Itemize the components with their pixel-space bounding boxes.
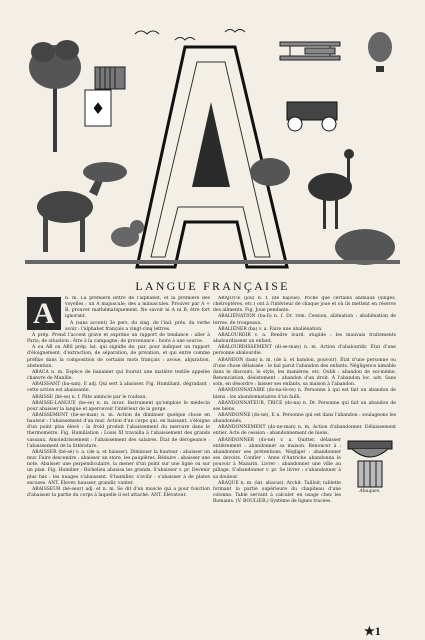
section-heading: LANGUE FRANÇAISE — [135, 279, 290, 293]
entry: ABALOURDISSEMENT (di-se-man) n. m. Action d'abalourdir. État d'une personne abalourdie. — [213, 345, 396, 357]
entry: ABAISSANT (ba-san), E adj. Qui sert à abaisser. Fig. Humiliant, dégradant : cette action est abaissante. — [27, 382, 210, 394]
entry: A (sans accent) 3e pers. du sing. de l'ind. prés. du verbe avoir : l'alphabet français a vingt-cinq lettres. — [65, 320, 210, 332]
abaque-illustration — [344, 439, 396, 497]
entry: ABAISSEMENT (bè-se-man) n. m. Action de diminuer quelque chose en hauteur : l'abaissement d'un mur. Action d'un corps qui, en baissant, s'éloigne d'un point plus élevé : la froid produit l'abaissement du mercure dans le thermomètre. Fig. Humiliation : Louis XI travailla à l'abaissement des grands vassaux. Amoindrissement : l'abaissement des salaires. État de dérogeance : l'abaissement de la littérature. — [27, 412, 210, 449]
entry-a: A n. m. La première lettre de l'alphabet, et la première des voyelles : un A majuscule; des a minuscules. Prouver par A + B, prouver mathématiquement. Ne savoir ni A ni B, être fort ignorant. — [27, 296, 210, 321]
dropcap-letter: A — [27, 297, 61, 330]
entry: ABACA n. m. Espèce de bananier qui fournit une matière textile appelée chanvre de Manille. — [27, 369, 210, 382]
entry: ABANDONNER (do-né) v. a. Quitter, délaisser entièrement : abandonner sa maison. Renoncer à : abandonner ses prétentions. Négliger : abandonner ses devoirs. Confier : Anne d'Autriche abandonna le pouvoir à Mazarin. Livrer : abandonner une ville au pillage. S'abandonner v. pr. Se livrer : s'abandonner à sa douleur. — [213, 437, 341, 480]
ground-icon — [25, 260, 400, 264]
entry: ABAISSE (bè-se) n. f. Pâte amincie par le rouleau. — [32, 394, 147, 400]
entry: ABAJOUE (jou) n. f. (de bajoue). Poche que certains animaux (singes, chéiroptères, etc.) ont à l'intérieur de chaque joue et où ils mettent en réserve des aliments. Fig. Joue pendante. — [213, 296, 396, 314]
abaque-caption: Abaques. — [359, 488, 381, 494]
entry: ABALIÉNER (ba) v. a. Faire une abaliénation. — [218, 326, 323, 332]
entry: ABANDONNEMENT (do-ne-man) n. m. Action d'abandonner. Délaissement entier. Acte de cession : abandonnement de biens. — [213, 425, 396, 437]
entry: ABANDONNE (do-né), E n. Personne qui est dans l'abandon : soulageons les abandonnés. — [213, 412, 396, 425]
playing-card-icon — [85, 90, 111, 126]
alphabet-illustration — [25, 22, 400, 277]
page-number: ★1 — [364, 624, 381, 638]
entry: À prép. Prend l'accent grave et exprime un rapport de tendance : aller à Paris; de situation : être à la campagne; de provenance : boire à une source. — [27, 332, 210, 345]
entry: ABAQUE n. m. (lat. abacus). Archit. Tailloir, tablette formant la partie supérieure du chapiteau d'une colonne. Table servant à calculer en usage chez les Romains. (V. BOULIER.) Système de lignes tracées. — [213, 480, 341, 505]
entry: ABAISSE-LANGUE (be-se) n. m. invar. Instrument qu'emploie le médecin pour abaisser la langue et apercevoir l'intérieur de la gorge. — [27, 400, 210, 412]
accordion-icon — [95, 67, 125, 89]
entry: ABAISSEUR (bè-seur) adj. et n. m. Se dit d'un muscle qui a pour fonction d'abaisser la partie du corps à laquelle il est attaché. ANT. Élévateur. — [27, 486, 210, 498]
entry: ABANDON (ban) n. m. (de à, et bandon, pouvoir). État d'une personne ou d'une chose délaissée : le bal parut l'abandon des enfants. Négligence aimable dans le discours, le style, les manières, etc. Oubli : abandon de soi-même. Renonciation, désistement : abandon d'un droit. À l'abandon loc. adv. Sans soin, en désordre : laisser ses enfants, sa maison à l'abandon. — [213, 357, 396, 388]
left-column — [27, 296, 210, 632]
entry: ABANDONNATAIRE (do-na-tè-re) n. Personne à qui est fait un abandon de biens : les abandonnataires d'un failli. — [213, 388, 396, 400]
right-column — [213, 296, 396, 632]
svg-text:♦: ♦ — [90, 99, 106, 118]
entry: ABANDONNATEUR, TRICE (do-na) n. Dr. Personne qui fait un abandon de ses biens. — [213, 400, 396, 412]
entry: A ou AB ou ABS prép. lat. qui signifie de, par, pour indiquer un rapport d'éloignement, d'extraction, de séparation, de privation, et qui entre comme préfixe dans la composition de certains mots français : avoue, abjuration, abstention. — [27, 345, 210, 369]
entry: ABALOURDIR v. a. Rendre lourd, stupide : les mauvais traitements abalourdissent un enfant. — [213, 332, 396, 345]
entry: ABALIÉNATION (ba-li) n. f. Dr. rom. Cession, aliénation : abaliénation de terres, de troupeaux. — [213, 314, 396, 326]
abaque-icon — [344, 439, 396, 489]
entry: ABAISSER (bè-sé) v. a. (de a, et baisser). Diminuer la hauteur : abaisser un mur. Faire descendre : abaisser un store, les paupières. Réduire : abaisser une note. Abaisser une perpendiculaire, la mener d'un point sur une ligne ou sur un plan. Fig. Humilier : Richelieu abaissa les grands. S'abaisser v. pr. Devenir plus bas : les nuages s'abaissent. S'humilier, s'avilir : s'abaisser à de plates excuses. ANT. Élever, hausser, grandir, vanter. — [27, 449, 210, 486]
